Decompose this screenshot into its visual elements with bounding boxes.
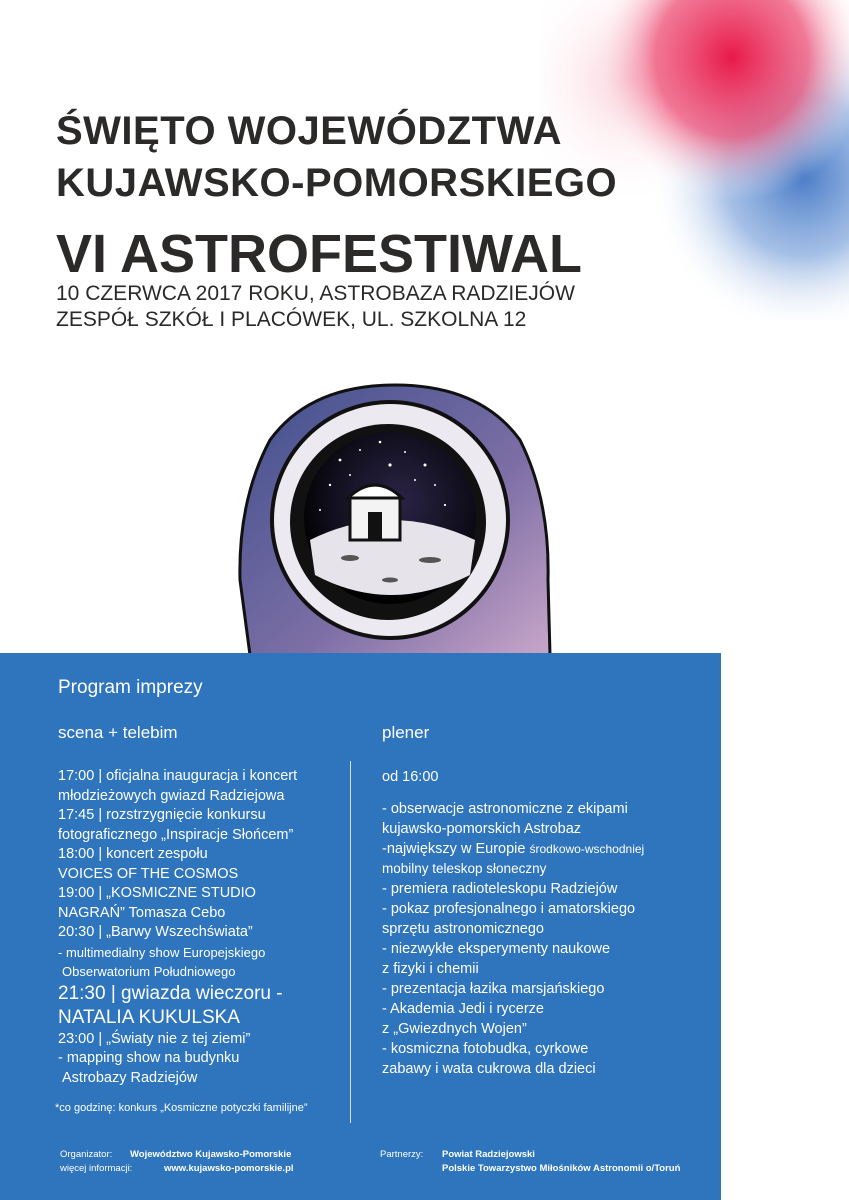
schedule-line: 18:00 | koncert zespołu xyxy=(58,846,208,862)
schedule-line: - mapping show na budynku xyxy=(58,1050,240,1066)
schedule-line: 17:45 | rozstrzygnięcie konkursu xyxy=(58,807,266,823)
outdoor-time: od 16:00 xyxy=(382,769,439,785)
schedule-line: 20:30 | „Barwy Wszechświata” xyxy=(58,924,253,940)
title-block xyxy=(56,105,617,209)
organizer-label: Organizator: xyxy=(60,1149,113,1160)
address: ZESPÓŁ SZKÓŁ I PLACÓWEK, UL. SZKOLNA 12 xyxy=(56,308,527,331)
stage-heading: scena + telebim xyxy=(58,723,178,742)
column-divider xyxy=(350,761,351,1123)
schedule-line: 17:00 | oficjalna inauguracja i koncert xyxy=(58,768,298,784)
outdoor-line: - pokaz profesjonalnego i amatorskiego xyxy=(382,901,636,917)
stage-schedule xyxy=(58,767,348,1088)
outdoor-line: kujawsko-pomorskich Astrobaz xyxy=(382,821,582,837)
schedule-line: VOICES OF THE COSMOS xyxy=(58,865,239,882)
program-heading: Program imprezy xyxy=(58,677,203,698)
outdoor-line: - niezwykłe eksperymenty naukowe xyxy=(382,941,611,957)
outdoor-line: z „Gwiezdnych Wojen” xyxy=(382,1021,527,1037)
schedule-line: młodzieżowych gwiazd Radziejowa xyxy=(58,787,285,804)
outdoor-line: sprzętu astronomicznego xyxy=(382,921,544,937)
partners-label: Partnerzy: xyxy=(380,1149,424,1160)
outdoor-line: - kosmiczna fotobudka, cyrkowe xyxy=(382,1041,589,1057)
outdoor-line: zabawy i wata cukrowa dla dzieci xyxy=(382,1061,596,1077)
schedule-line: - multimedialny show Europejskiego xyxy=(58,944,266,960)
schedule-line: Astrobazy Radziejów xyxy=(62,1069,198,1086)
outdoor-line: - Akademia Jedi i rycerze xyxy=(382,1001,544,1017)
outdoor-special-a: -największy w Europie xyxy=(382,841,526,857)
info-label: więcej informacji: xyxy=(60,1163,133,1174)
date-place: 10 CZERWCA 2017 ROKU, ASTROBAZA RADZIEJÓW xyxy=(56,282,575,305)
outdoor-line: - premiera radioteleskopu Radziejów xyxy=(382,881,618,897)
program-panel xyxy=(0,653,721,1200)
outdoor-heading: plener xyxy=(382,723,430,742)
outdoor-line: - prezentacja łazika marsjańskiego xyxy=(382,981,605,997)
schedule-line: fotograficznego „Inspiracje Słońcem” xyxy=(58,826,294,843)
schedule-line: 23:00 | „Światy nie z tej ziemi” xyxy=(58,1030,251,1047)
title-line-2: KUJAWSKO-POMORSKIEGO xyxy=(56,161,618,205)
outdoor-special-c: mobilny teleskop słoneczny xyxy=(382,861,547,876)
organizer-value: Województwo Kujawsko-Pomorskie xyxy=(130,1149,292,1160)
schedule-line: NAGRAŃ” Tomasza Cebo xyxy=(58,904,226,921)
partner-1: Powiat Radziejowski xyxy=(442,1149,535,1160)
outdoor-line: z fizyki i chemii xyxy=(382,961,479,977)
schedule-line: 19:00 | „KOSMICZNE STUDIO xyxy=(58,885,256,901)
outdoor-schedule xyxy=(382,767,682,1079)
contest-footnote: *co godzinę: konkurs „Kosmiczne potyczki familijne” xyxy=(55,1102,308,1114)
title-line-1: ŚWIĘTO WOJEWÓDZTWA xyxy=(56,109,563,153)
outdoor-line xyxy=(382,839,682,859)
astronaut-helmet-illustration xyxy=(230,380,555,655)
partner-2: Polskie Towarzystwo Miłośników Astronomii o/Toruń xyxy=(442,1163,681,1174)
schedule-line: Obserwatorium Południowego xyxy=(62,964,236,979)
headliner-line: NATALIA KUKULSKA xyxy=(58,1006,240,1028)
info-link[interactable]: www.kujawsko-pomorskie.pl xyxy=(164,1163,294,1174)
headliner-line: 21:30 | gwiazda wieczoru - xyxy=(58,982,283,1004)
event-name: VI ASTROFESTIWAL xyxy=(56,224,582,284)
outdoor-special-b: środkowo-wschodniej xyxy=(529,842,645,856)
subtitle-block xyxy=(56,281,575,333)
outdoor-line: - obserwacje astronomiczne z ekipami xyxy=(382,801,628,817)
